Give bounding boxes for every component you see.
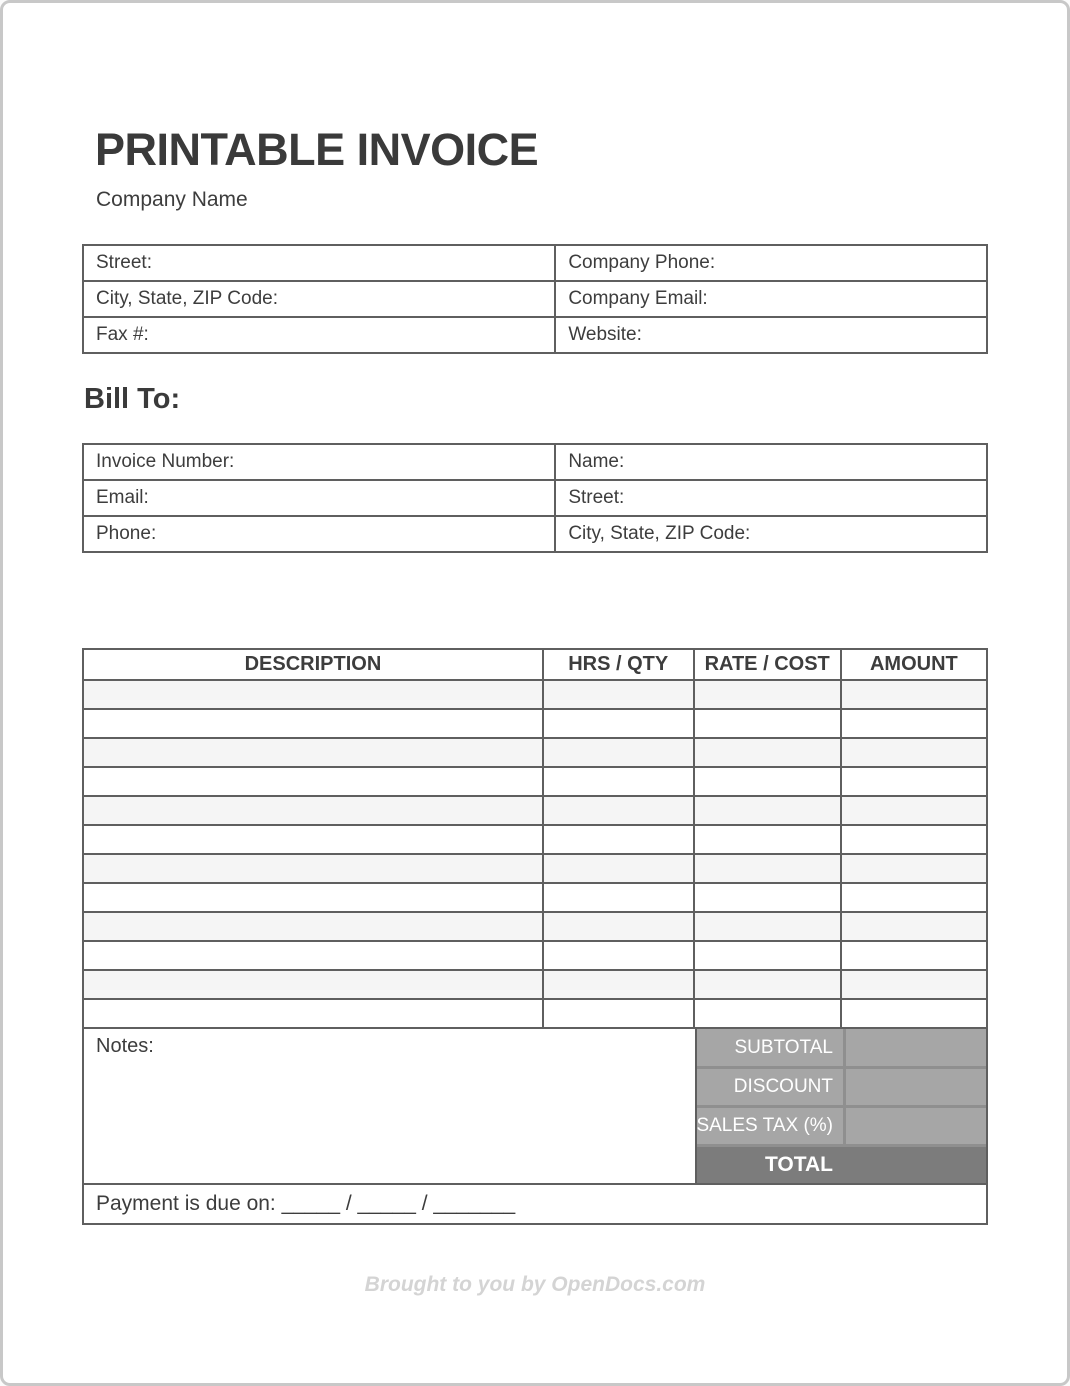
item-qty-cell[interactable] <box>543 767 694 796</box>
item-rate-cell[interactable] <box>694 680 841 709</box>
item-description-cell[interactable] <box>83 738 543 767</box>
total-row <box>697 1147 986 1183</box>
item-amount-cell[interactable] <box>841 999 987 1028</box>
item-rate-cell[interactable] <box>694 883 841 912</box>
item-amount-cell[interactable] <box>841 970 987 999</box>
item-description-cell[interactable] <box>83 767 543 796</box>
line-item-row <box>83 767 987 796</box>
payment-due-row[interactable] <box>82 1183 988 1225</box>
payment-due-text: Payment is due on: _____ / _____ / _______ <box>96 1192 516 1216</box>
bill-to-heading: Bill To: <box>84 382 181 415</box>
line-item-row <box>83 709 987 738</box>
field-website[interactable]: Website: <box>555 317 987 353</box>
item-rate-cell[interactable] <box>694 999 841 1028</box>
subtotal-value-cell[interactable] <box>846 1029 986 1065</box>
item-qty-cell[interactable] <box>543 883 694 912</box>
line-item-row <box>83 738 987 767</box>
item-rate-cell[interactable] <box>694 767 841 796</box>
item-qty-cell[interactable] <box>543 854 694 883</box>
sales-tax-label: SALES TAX (%) <box>697 1108 846 1144</box>
line-item-row <box>83 854 987 883</box>
item-description-cell[interactable] <box>83 912 543 941</box>
company-info-table <box>82 244 988 354</box>
item-amount-cell[interactable] <box>841 796 987 825</box>
item-amount-cell[interactable] <box>841 767 987 796</box>
line-item-row <box>83 999 987 1028</box>
field-street[interactable]: Street: <box>83 245 555 281</box>
item-description-cell[interactable] <box>83 999 543 1028</box>
item-qty-cell[interactable] <box>543 738 694 767</box>
item-rate-cell[interactable] <box>694 854 841 883</box>
bill-to-table <box>82 443 988 553</box>
notes-box[interactable] <box>84 1029 697 1183</box>
field-invoice-number[interactable]: Invoice Number: <box>83 444 555 480</box>
item-amount-cell[interactable] <box>841 912 987 941</box>
item-description-cell[interactable] <box>83 680 543 709</box>
notes-label: Notes: <box>96 1035 154 1058</box>
item-qty-cell[interactable] <box>543 970 694 999</box>
item-rate-cell[interactable] <box>694 912 841 941</box>
item-description-cell[interactable] <box>83 854 543 883</box>
header-rate-cost: RATE / COST <box>694 649 841 680</box>
total-label: TOTAL <box>764 1153 833 1177</box>
item-description-cell[interactable] <box>83 796 543 825</box>
item-description-cell[interactable] <box>83 883 543 912</box>
item-amount-cell[interactable] <box>841 825 987 854</box>
line-item-row <box>83 941 987 970</box>
line-items-header-row <box>83 649 987 680</box>
line-item-row <box>83 796 987 825</box>
table-row <box>83 245 987 281</box>
discount-label: DISCOUNT <box>697 1069 846 1105</box>
item-amount-cell[interactable] <box>841 883 987 912</box>
line-items-table <box>82 648 988 1029</box>
header-hrs-qty: HRS / QTY <box>543 649 694 680</box>
totals-section <box>82 1029 988 1185</box>
line-item-row <box>83 825 987 854</box>
item-rate-cell[interactable] <box>694 941 841 970</box>
item-rate-cell[interactable] <box>694 738 841 767</box>
sales-tax-value-cell[interactable] <box>846 1108 986 1144</box>
line-item-row <box>83 970 987 999</box>
item-qty-cell[interactable] <box>543 941 694 970</box>
header-amount: AMOUNT <box>841 649 987 680</box>
item-amount-cell[interactable] <box>841 941 987 970</box>
field-bill-name[interactable]: Name: <box>555 444 987 480</box>
item-rate-cell[interactable] <box>694 825 841 854</box>
line-item-row <box>83 912 987 941</box>
page-title: PRINTABLE INVOICE <box>95 124 539 175</box>
item-amount-cell[interactable] <box>841 854 987 883</box>
subtotal-label: SUBTOTAL <box>697 1029 846 1065</box>
field-bill-phone[interactable]: Phone: <box>83 516 555 552</box>
field-city-state-zip[interactable]: City, State, ZIP Code: <box>83 281 555 317</box>
item-description-cell[interactable] <box>83 970 543 999</box>
item-amount-cell[interactable] <box>841 709 987 738</box>
field-company-phone[interactable]: Company Phone: <box>555 245 987 281</box>
item-qty-cell[interactable] <box>543 999 694 1028</box>
item-amount-cell[interactable] <box>841 738 987 767</box>
item-rate-cell[interactable] <box>694 709 841 738</box>
summary-row-discount <box>697 1069 986 1105</box>
field-bill-street[interactable]: Street: <box>555 480 987 516</box>
summary-block <box>697 1029 986 1183</box>
table-row <box>83 317 987 353</box>
table-row <box>83 516 987 552</box>
item-qty-cell[interactable] <box>543 796 694 825</box>
table-row <box>83 444 987 480</box>
line-item-row <box>83 680 987 709</box>
item-description-cell[interactable] <box>83 941 543 970</box>
field-bill-email[interactable]: Email: <box>83 480 555 516</box>
item-qty-cell[interactable] <box>543 680 694 709</box>
item-rate-cell[interactable] <box>694 970 841 999</box>
summary-row-subtotal <box>697 1029 986 1065</box>
header-description: DESCRIPTION <box>83 649 543 680</box>
table-row <box>83 281 987 317</box>
item-amount-cell[interactable] <box>841 680 987 709</box>
item-rate-cell[interactable] <box>694 796 841 825</box>
field-company-email[interactable]: Company Email: <box>555 281 987 317</box>
item-description-cell[interactable] <box>83 825 543 854</box>
field-fax[interactable]: Fax #: <box>83 317 555 353</box>
item-qty-cell[interactable] <box>543 825 694 854</box>
company-name: Company Name <box>96 187 248 211</box>
item-qty-cell[interactable] <box>543 912 694 941</box>
discount-value-cell[interactable] <box>846 1069 986 1105</box>
item-description-cell[interactable] <box>83 709 543 738</box>
table-row <box>83 480 987 516</box>
item-qty-cell[interactable] <box>543 709 694 738</box>
line-item-row <box>83 883 987 912</box>
summary-row-sales-tax <box>697 1108 986 1144</box>
footer-credit: Brought to you by OpenDocs.com <box>364 1273 706 1297</box>
field-bill-city-state-zip[interactable]: City, State, ZIP Code: <box>555 516 987 552</box>
